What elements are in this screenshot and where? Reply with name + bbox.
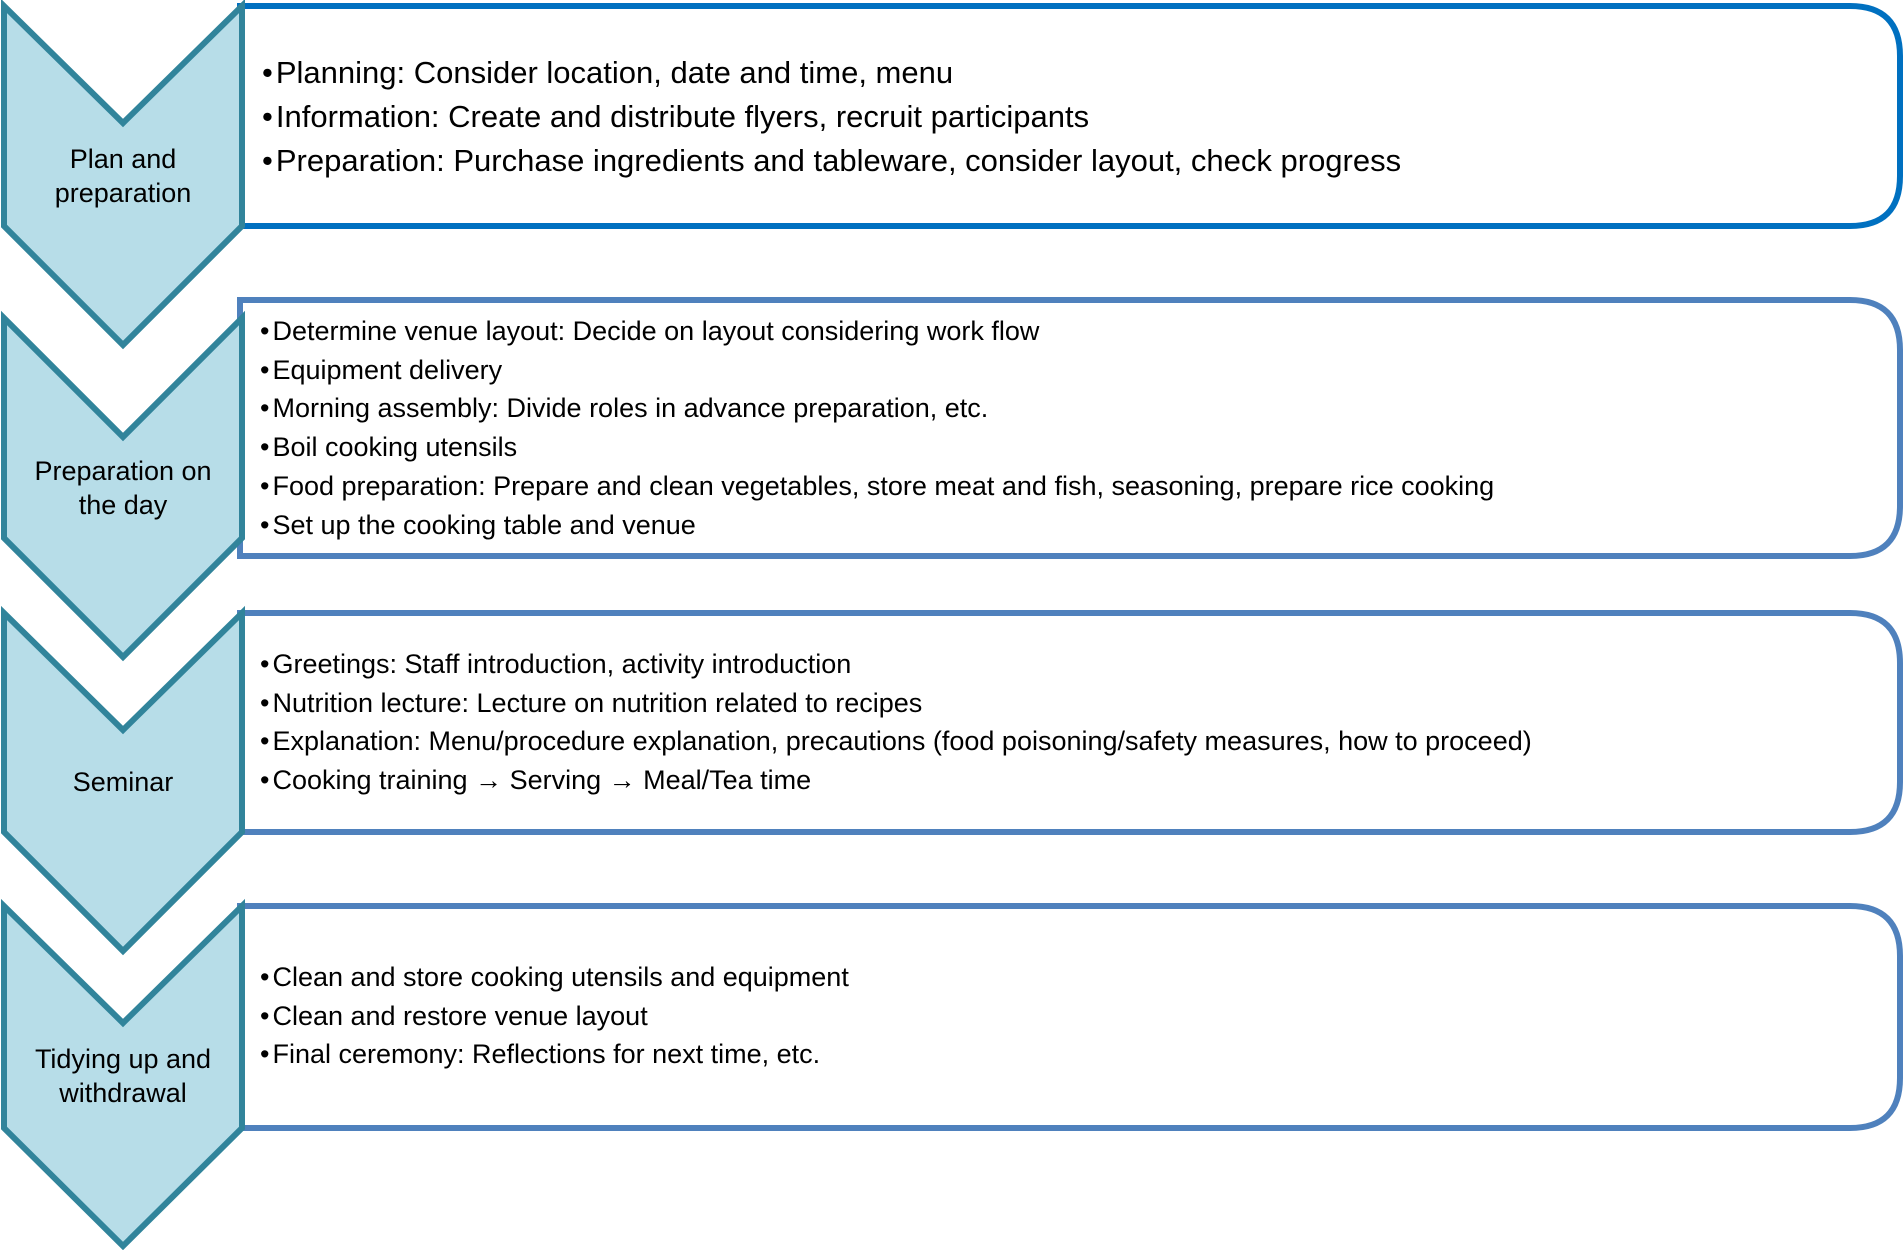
list-item: • Food preparation: Prepare and clean vegetables, store meat and fish, seasoning, prepare rice cooking: [260, 467, 1494, 506]
stage-1-label: [7, 142, 239, 210]
list-item: • Greetings: Staff introduction, activity introduction: [260, 645, 1532, 684]
stage-1-label-line-2: preparation: [54, 178, 192, 208]
stage-4-label-line-2: withdrawal: [59, 1078, 187, 1108]
stage-3-label-line-1: Seminar: [72, 767, 174, 797]
stage-4-label: [7, 1042, 239, 1110]
stage-2-label-line-1: Preparation on: [34, 456, 212, 486]
list-item: • Clean and store cooking utensils and equipment: [260, 958, 849, 997]
stage-2-label-line-2: the day: [78, 490, 168, 520]
list-item: • Explanation: Menu/procedure explanation, precautions (food poisoning/safety measures, how to proceed): [260, 722, 1532, 761]
stage-2-label: [7, 454, 239, 522]
list-item: • Boil cooking utensils: [260, 428, 1494, 467]
stage-3-bullet-list: [260, 645, 1532, 800]
list-item: • Cooking training → Serving → Meal/Tea time: [260, 761, 1532, 800]
list-item: • Determine venue layout: Decide on layout considering work flow: [260, 312, 1494, 351]
list-item: • Equipment delivery: [260, 351, 1494, 390]
stage-4-bullet-list: [260, 958, 849, 1074]
list-item: • Planning: Consider location, date and time, menu: [262, 51, 1401, 95]
list-item: • Clean and restore venue layout: [260, 997, 849, 1036]
stage-4-label-line-1: Tidying up and: [34, 1044, 212, 1074]
stage-1-bullet-list: [262, 51, 1401, 183]
list-item: • Preparation: Purchase ingredients and tableware, consider layout, check progress: [262, 139, 1401, 183]
stage-2-bullet-list: [260, 312, 1494, 544]
list-item: • Morning assembly: Divide roles in advance preparation, etc.: [260, 389, 1494, 428]
stage-3-label: [7, 765, 239, 799]
list-item: • Set up the cooking table and venue: [260, 506, 1494, 545]
list-item: • Nutrition lecture: Lecture on nutrition related to recipes: [260, 684, 1532, 723]
list-item: • Information: Create and distribute flyers, recruit participants: [262, 95, 1401, 139]
stage-1-label-line-1: Plan and: [69, 144, 177, 174]
list-item: • Final ceremony: Reflections for next time, etc.: [260, 1035, 849, 1074]
